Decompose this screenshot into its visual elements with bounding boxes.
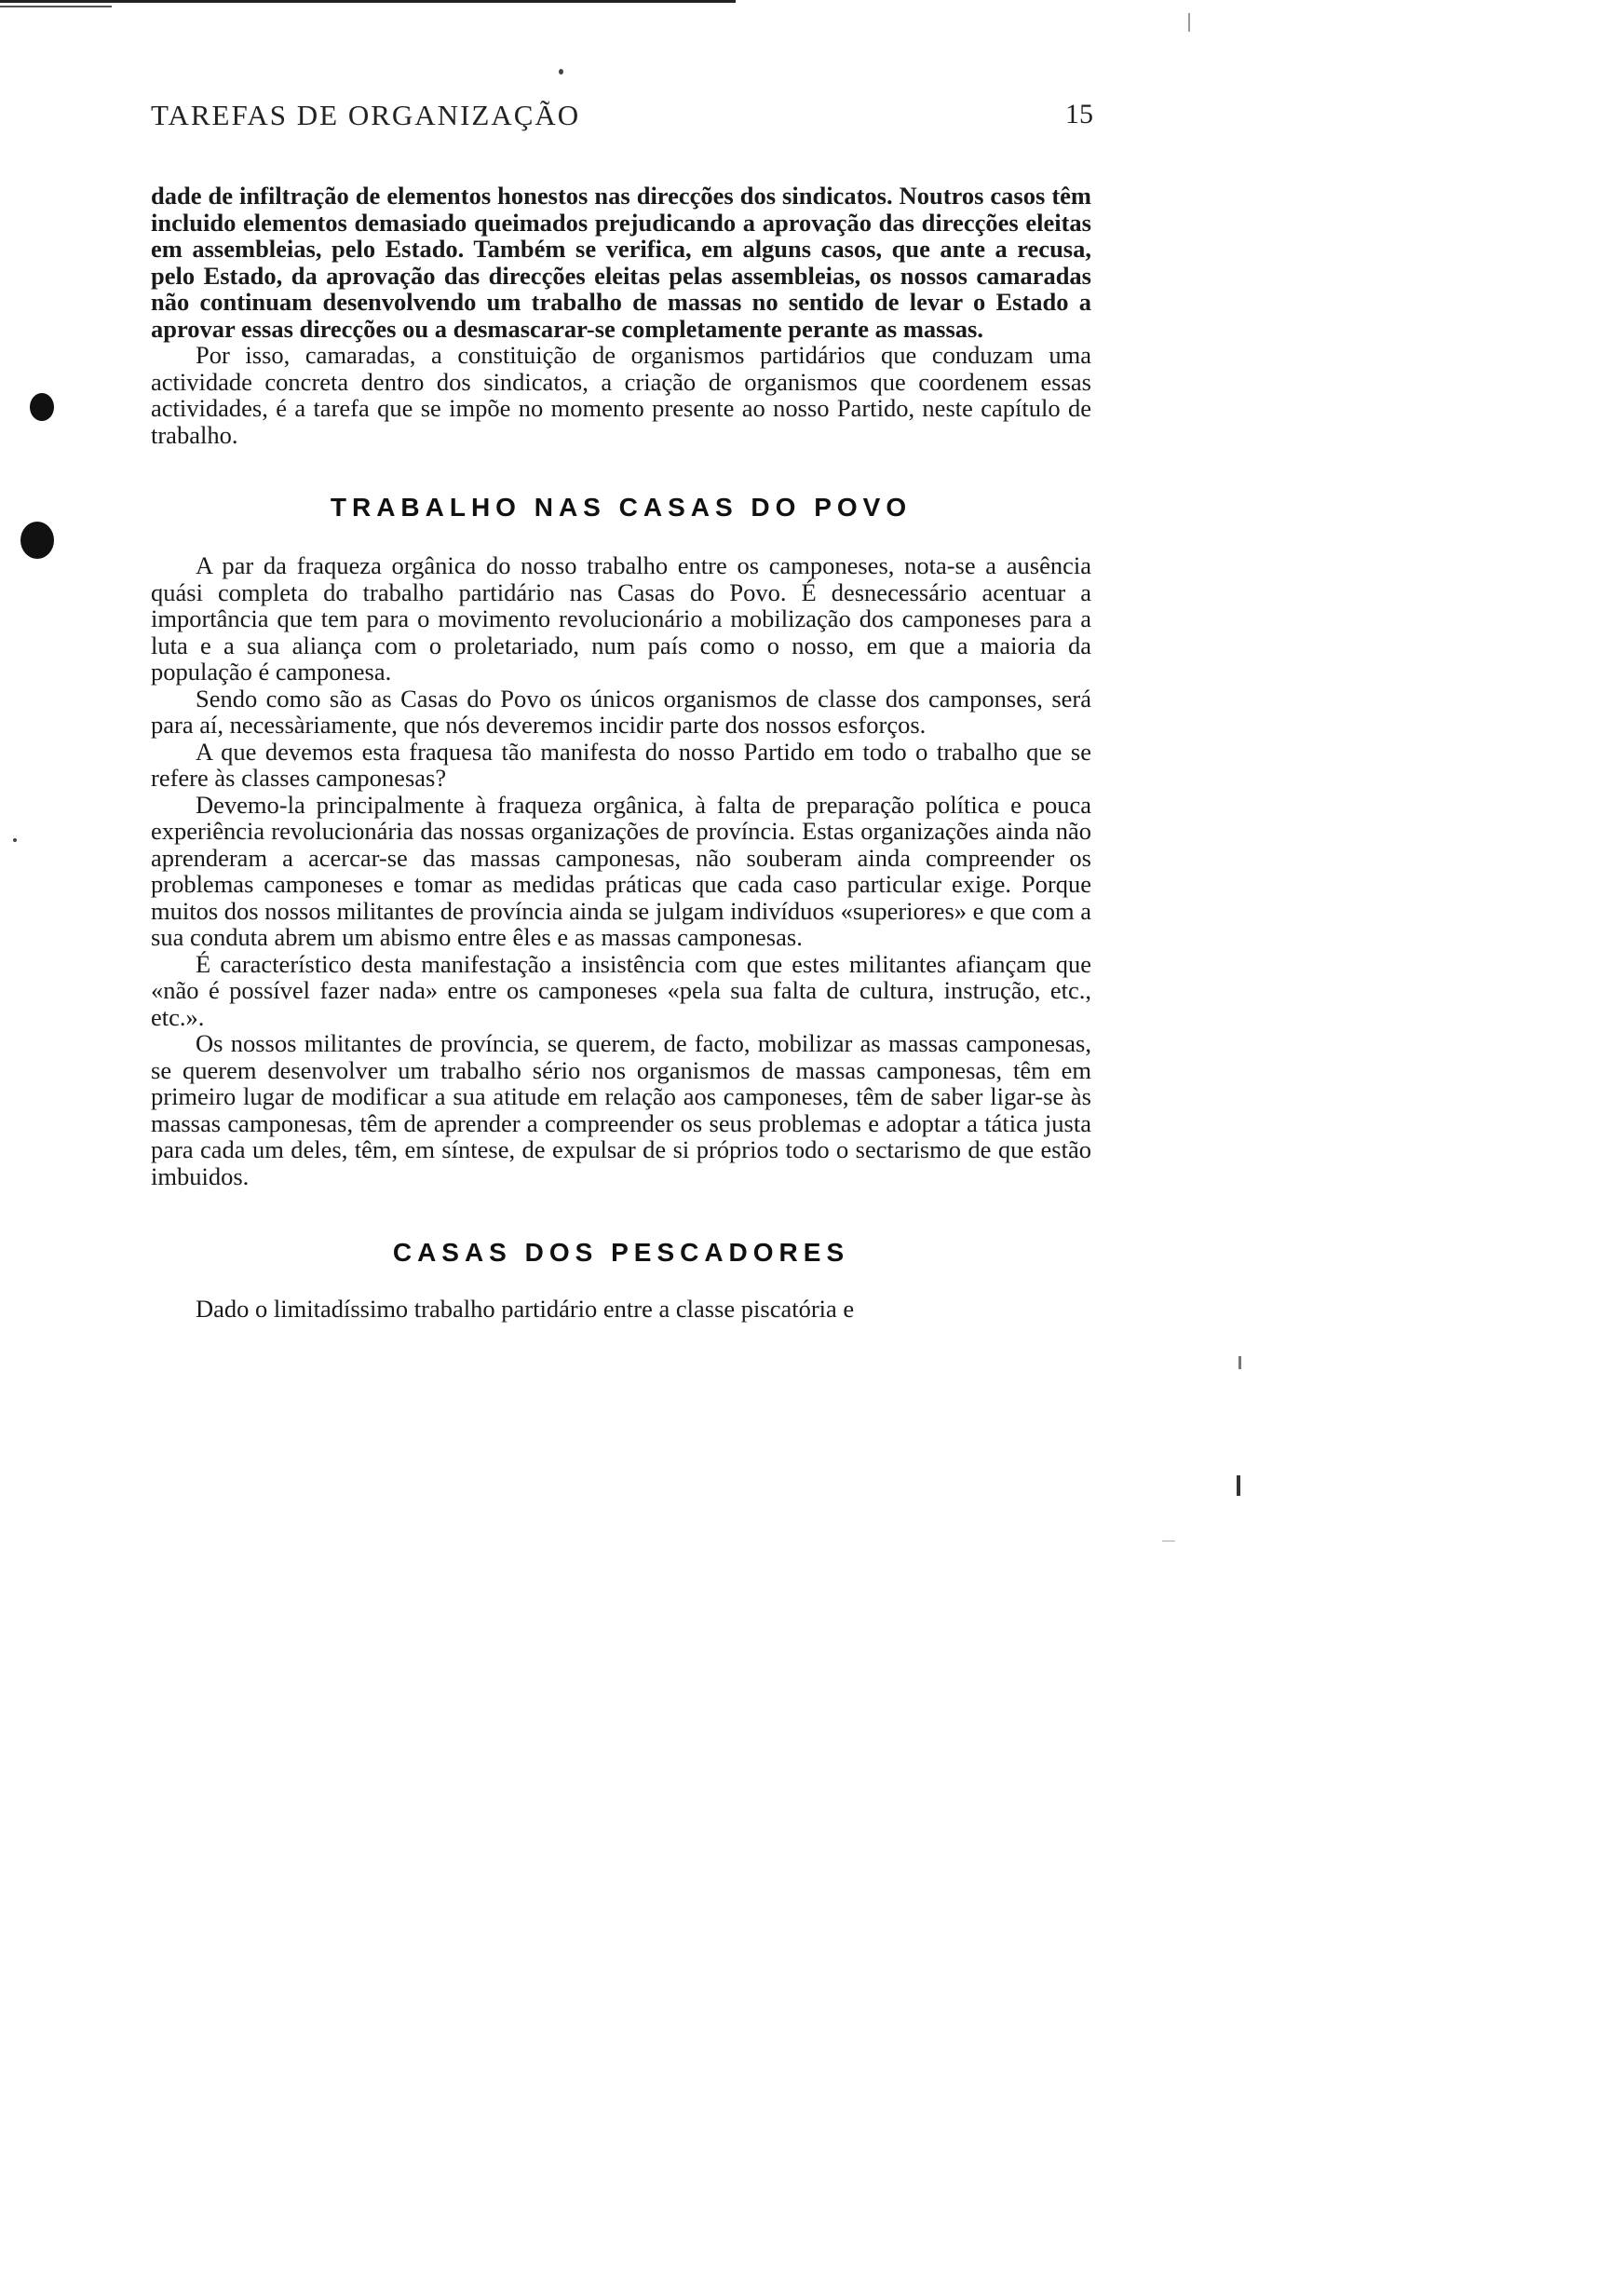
page-number: 15 bbox=[1065, 99, 1093, 129]
running-header bbox=[151, 91, 1091, 147]
section-heading: TRABALHO NAS CASAS DO POVO bbox=[330, 493, 913, 522]
margin-mark bbox=[1238, 1356, 1241, 1369]
running-title: TAREFAS DE ORGANIZAÇÃO bbox=[151, 99, 581, 131]
paragraph: Sendo como são as Casas do Povo os únicos organismos de classe dos camponses, será para aí, necessàriamente, que nós deveremos incidir parte dos nossos esforços. bbox=[151, 684, 1091, 739]
book-page bbox=[151, 91, 1091, 1323]
ink-blot bbox=[30, 393, 54, 421]
paragraph: Devemo-la principalmente à fraqueza orgânica, à falta de preparação política e pouca experiência revolucionária das nossas organizações de província. Estas organizações ainda não aprenderam a acercar-se das massas camponesas, não souberam ainda compreender os problemas camponeses e tomar as medidas práticas que cada caso particular exige. Porque muitos dos nossos militantes de província ainda se julgam indivíduos «superiores» e que com a sua conduta abrem um abismo entre êles e as massas camponesas. bbox=[151, 790, 1091, 951]
top-scan-rule-thin bbox=[0, 6, 112, 7]
ink-speck bbox=[559, 69, 563, 75]
body-text bbox=[151, 183, 1091, 1323]
margin-mark bbox=[1188, 13, 1190, 32]
ink-speck bbox=[13, 838, 17, 842]
paragraph: Dado o limitadíssimo trabalho partidário entre a classe piscatória e bbox=[196, 1295, 855, 1323]
ink-blot bbox=[20, 522, 54, 559]
paragraph: Os nossos militantes de província, se querem, de facto, mobilizar as massas camponesas, se querem desenvolver um trabalho sério nos organismos de massas camponesas, têm em primeiro lugar de modificar a sua atitude em relação aos camponeses, têm de saber ligar-se às massas camponesas, têm de aprender a compreender os seus problemas e adoptar a tática justa para cada um deles, têm, em síntese, de expulsar de si próprios todo o sectarismo de que estão imbuidos. bbox=[151, 1029, 1091, 1190]
paragraph: A que devemos esta fraquesa tão manifesta do nosso Partido em todo o trabalho que se refere às classes camponesas? bbox=[151, 737, 1091, 792]
paragraph: Por isso, camaradas, a constituição de organismos partidários que conduzam uma actividade concreta dentro dos sindicatos, a criação de organismos que coordenem essas actividades, é a tarefa que se impõe no momento presente ao nosso Partido, neste capítulo de trabalho. bbox=[151, 341, 1091, 449]
section-heading: CASAS DOS PESCADORES bbox=[392, 1238, 850, 1267]
margin-mark bbox=[1237, 1475, 1240, 1496]
top-scan-rule bbox=[0, 0, 736, 3]
paragraph: É característico desta manifestação a insistência com que estes militantes afiançam que «não é possível fazer nada» entre os camponeses «pela sua falta de cultura, instrução, etc., etc.». bbox=[151, 949, 1091, 1031]
paragraph: A par da fraqueza orgânica do nosso trabalho entre os camponeses, nota-se a ausência quási completa do trabalho partidário nas Casas do Povo. É desnecessário acentuar a importância que tem para o movimento revolucionário a mobilização dos camponeses para a luta e a sua aliança com o proletariado, num país como o nosso, em que a maioria da população é camponesa. bbox=[151, 551, 1091, 686]
paragraph: dade de infiltração de elementos honestos nas direcções dos sindicatos. Noutros casos têm incluido elementos demasiado queimados prejudicando a aprovação das direcções eleitas em assembleias, pelo Estado. Também se verifica, em alguns casos, que ante a recusa, pelo Estado, da aprovação das direcções eleitas pelas assembleias, os nossos camaradas não continuam desenvolvendo um trabalho de massas no sentido de levar o Estado a aprovar essas direcções ou a desmascarar-se completamente perante as massas. bbox=[151, 182, 1091, 343]
